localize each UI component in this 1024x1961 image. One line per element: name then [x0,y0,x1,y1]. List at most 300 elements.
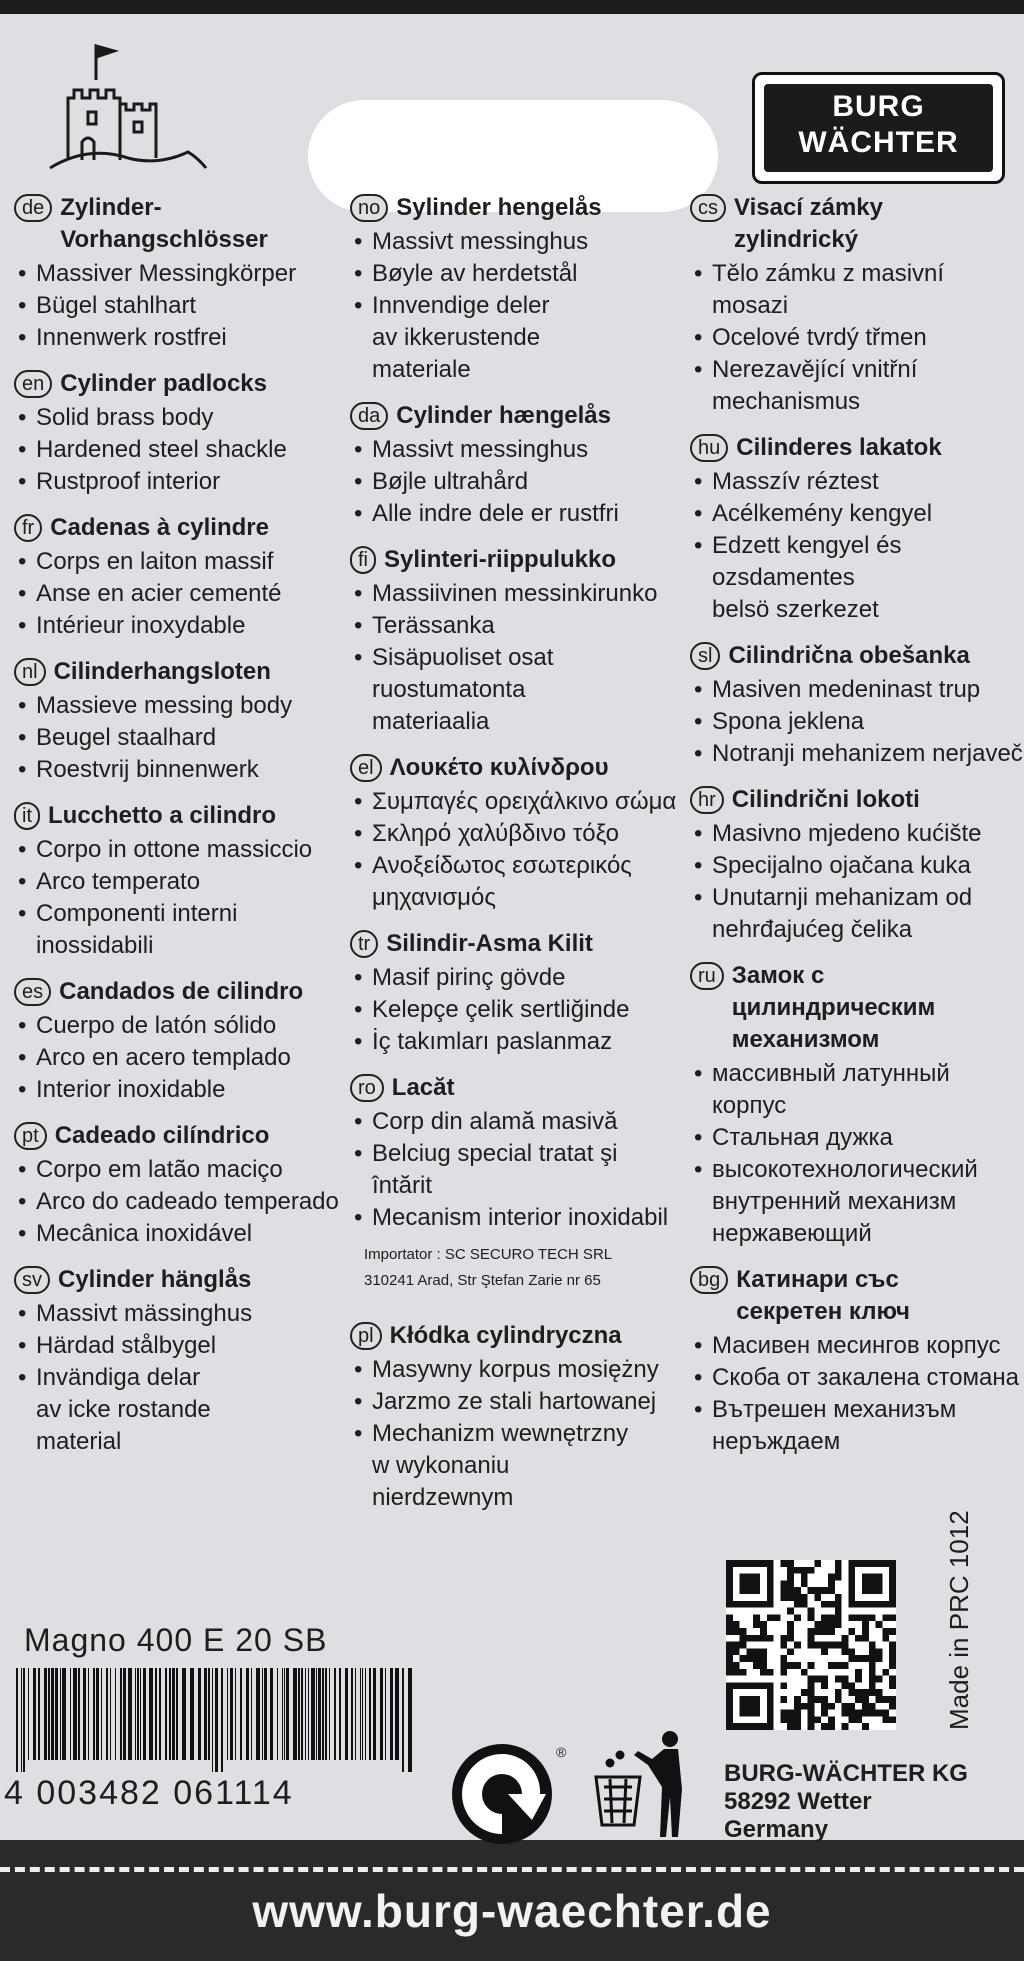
feature-item: • Masiven medeninast trup [690,674,1024,706]
barcode-bar [140,1668,141,1760]
barcode-bar [33,1668,36,1760]
feature-item: • Ανοξείδωτος εσωτερικός μηχανισμός [350,850,690,914]
barcode-bar [48,1668,50,1760]
product-model: Magno 400 E 20 SB [24,1622,328,1658]
qr-module [808,1723,815,1730]
qr-module [753,1655,760,1662]
qr-module [726,1648,733,1655]
feature-item: • Bøjle ultrahård [350,466,690,498]
language-section-it [14,800,344,962]
qr-module [733,1669,740,1676]
qr-module [889,1655,896,1662]
qr-module [848,1628,855,1635]
barcode-bar [373,1668,376,1760]
feature-item: • Terässanka [350,610,690,642]
brand-line-2: WÄCHTER [798,126,959,159]
barcode-bar [308,1668,309,1760]
language-code-badge: nl [14,658,46,686]
section-title: Candados de cilindro [59,978,304,1005]
qr-module [780,1696,787,1703]
language-section-nl [14,656,344,786]
qr-module [882,1710,889,1717]
qr-module [828,1723,835,1730]
barcode [12,1668,422,1772]
qr-finder-core [862,1574,882,1594]
castle-icon [48,40,208,175]
feature-item: • Mecânica inoxidável [14,1218,344,1250]
feature-item: • Masszív réztest [690,466,1024,498]
barcode-bar [73,1668,77,1760]
qr-module [828,1614,835,1621]
qr-module [862,1689,869,1696]
qr-module [876,1621,883,1628]
feature-item: • Edzett kengyel és ozsdamentes belsö szerkezet [690,530,1024,626]
qr-module [889,1662,896,1669]
section-heading [14,800,344,832]
qr-module [787,1662,794,1669]
feature-item: • Invändiga delar av icke rostande material [14,1362,344,1458]
qr-module [821,1601,828,1608]
qr-module [835,1696,842,1703]
qr-module [848,1648,855,1655]
qr-module [767,1669,774,1676]
feature-item: • Massivt mässinghus [14,1298,344,1330]
feature-item: • Innenwerk rostfrei [14,322,344,354]
qr-module [882,1696,889,1703]
qr-module [848,1710,855,1717]
qr-module [814,1676,821,1683]
section-heading [14,368,344,400]
qr-module [869,1676,876,1683]
qr-module [808,1689,815,1696]
qr-module [862,1628,869,1635]
feature-item: • Bügel stahlhart [14,290,344,322]
feature-item: • Beugel staalhard [14,722,344,754]
qr-module [780,1580,787,1587]
section-title: Замок с цилиндрическим механизмом [731,962,936,1053]
qr-module [821,1682,828,1689]
section-heading [14,512,344,544]
qr-module [814,1628,821,1635]
section-heading [350,752,690,784]
section-title: Lucchetto a cilindro [48,802,277,829]
language-section-de [14,192,344,354]
barcode-bar [176,1668,178,1760]
barcode-bar [96,1668,99,1760]
feature-item: • Bøyle av herdetstål [350,258,690,290]
qr-module [801,1703,808,1710]
section-title: Cadeado cilíndrico [54,1122,270,1149]
section-heading [14,1264,344,1296]
feature-item: • Tělo zámku z masivní mosazi [690,258,1024,322]
feature-item: • Unutarnji mehanizam od nehrđajućeg čelika [690,882,1024,946]
qr-module [787,1716,794,1723]
barcode-bar [137,1668,139,1760]
qr-module [740,1628,747,1635]
barcode-bar [51,1668,54,1760]
language-code-badge: ru [690,962,724,990]
barcode-bar [62,1668,66,1760]
barcode-bar [120,1668,122,1760]
barcode-bar [135,1668,136,1760]
barcode-bar [44,1668,47,1760]
qr-module [876,1710,883,1717]
qr-module [848,1655,855,1662]
qr-module [848,1703,855,1710]
barcode-bar [159,1668,161,1760]
qr-finder-core [740,1696,760,1716]
qr-module [794,1662,801,1669]
language-code-badge: es [14,978,51,1006]
feature-item: • Corp din alamă masivă [350,1106,690,1138]
qr-module [740,1669,747,1676]
language-section-ru [690,960,1024,1250]
language-code-badge: no [350,194,388,222]
qr-module [733,1628,740,1635]
qr-module [808,1696,815,1703]
qr-module [821,1587,828,1594]
qr-module [801,1594,808,1601]
barcode-bar [264,1668,267,1760]
qr-module [882,1716,889,1723]
language-code-badge: pt [14,1122,47,1150]
feature-item: • Innvendige deler av ikkerustende materiale [350,290,690,386]
barcode-bar [240,1668,242,1760]
barcode-bar [60,1668,61,1760]
section-title: Silindir-Asma Kilit [386,930,593,957]
language-code-badge: fi [350,546,376,574]
qr-module [821,1676,828,1683]
barcode-bar [106,1668,108,1760]
language-code-badge: de [14,194,52,222]
qr-module [835,1567,842,1574]
feature-item: • Solid brass body [14,402,344,434]
qr-module [889,1682,896,1689]
barcode-bar [334,1668,336,1760]
qr-module [882,1614,889,1621]
barcode-bar [277,1668,278,1760]
language-section-cs [690,192,1024,418]
qr-module [821,1710,828,1717]
barcode-bar [169,1668,171,1760]
language-code-badge: sl [690,642,720,670]
barcode-bar [21,1668,22,1772]
qr-module [780,1635,787,1642]
qr-module [842,1710,849,1717]
qr-module [787,1628,794,1635]
qr-module [882,1628,889,1635]
qr-module [855,1614,862,1621]
section-heading [350,1072,690,1104]
qr-module [787,1648,794,1655]
feature-item: • Hardened steel shackle [14,434,344,466]
qr-module [842,1662,849,1669]
qr-module [760,1648,767,1655]
qr-module [753,1648,760,1655]
qr-module [787,1567,794,1574]
feature-item: • Mecanism interior inoxidabil [350,1202,690,1234]
qr-module [814,1560,821,1567]
feature-item: • Sisäpuoliset osat ruostumatonta materiaalia [350,642,690,738]
language-code-badge: bg [690,1266,728,1294]
qr-module [855,1669,862,1676]
registered-mark: ® [556,1744,567,1760]
feature-item: • Rustproof interior [14,466,344,498]
feature-item: • Masivno mjedeno kućište [690,818,1024,850]
feature-item: • Interior inoxidable [14,1074,344,1106]
qr-module [808,1710,815,1717]
qr-module [855,1716,862,1723]
barcode-bar [305,1668,306,1760]
qr-module [869,1682,876,1689]
qr-module [808,1614,815,1621]
qr-module [882,1669,889,1676]
qr-module [787,1580,794,1587]
feature-item: • Mechanizm wewnętrzny w wykonaniu nierdzewnym [350,1418,690,1514]
qr-module [835,1689,842,1696]
language-code-badge: el [350,754,382,782]
qr-module [821,1621,828,1628]
language-code-badge: hr [690,786,724,814]
qr-module [780,1682,787,1689]
qr-module [801,1574,808,1581]
section-title: Sylinder hengelås [396,194,602,221]
qr-module [862,1710,869,1717]
company-name: BURG-WÄCHTER KG [724,1760,968,1787]
qr-module [889,1716,896,1723]
qr-module [787,1594,794,1601]
feature-item: • Härdad stålbygel [14,1330,344,1362]
barcode-bar [369,1668,371,1760]
barcode-bar [322,1668,324,1760]
qr-module [740,1655,747,1662]
qr-module [848,1689,855,1696]
feature-item: • Roestvrij binnenwerk [14,754,344,786]
qr-module [869,1710,876,1717]
barcode-bar [165,1668,167,1760]
feature-item: • Alle indre dele er rustfri [350,498,690,530]
barcode-bar [360,1668,361,1760]
qr-module [780,1716,787,1723]
barcode-bar [362,1668,363,1760]
qr-module [855,1689,862,1696]
qr-module [780,1669,787,1676]
qr-module [828,1716,835,1723]
feature-item: • Corpo in ottone massiccio [14,834,344,866]
barcode-bar [301,1668,303,1760]
barcode-bar [115,1668,116,1760]
section-heading [350,192,690,224]
feature-item: • Massivt messinghus [350,226,690,258]
feature-item: • Massivt messinghus [350,434,690,466]
qr-module [808,1635,815,1642]
barcode-bar [88,1668,89,1760]
qr-module [794,1567,801,1574]
qr-module [828,1703,835,1710]
qr-module [835,1621,842,1628]
barcode-bar [311,1668,315,1760]
feature-item: • Масивен месингов корпус [690,1330,1024,1362]
qr-module [780,1594,787,1601]
qr-module [855,1696,862,1703]
qr-module [828,1587,835,1594]
language-section-no [350,192,690,386]
qr-module [889,1614,896,1621]
qr-module [814,1642,821,1649]
barcode-bar [215,1668,218,1772]
qr-module [869,1662,876,1669]
qr-module [828,1642,835,1649]
company-country: Germany [724,1816,829,1843]
qr-module [889,1676,896,1683]
qr-module [821,1648,828,1655]
qr-module [780,1642,787,1649]
feature-item: • Masif pirinç gövde [350,962,690,994]
barcode-bar [329,1668,330,1760]
qr-module [869,1614,876,1621]
feature-item: • Cuerpo de latón sólido [14,1010,344,1042]
barcode-bar [230,1668,233,1760]
qr-module [774,1614,781,1621]
barcode-bar [235,1668,236,1760]
feature-item: • высокотехнологический внутренний механизм нержавеющий [690,1154,1024,1250]
qr-module [835,1662,842,1669]
qr-module [760,1628,767,1635]
feature-item: • Belciug special tratat şi întărit [350,1138,690,1202]
qr-finder-core [740,1574,760,1594]
barcode-bar [70,1668,71,1760]
qr-module [842,1635,849,1642]
section-title: Lacăt [391,1074,455,1101]
qr-module [862,1614,869,1621]
qr-module [814,1621,821,1628]
section-heading [690,432,1024,464]
barcode-bar [182,1668,186,1760]
ean-number: 4 003482 061114 [4,1774,294,1812]
company-city: 58292 Wetter [724,1788,872,1815]
section-heading [350,1320,690,1352]
qr-module [787,1574,794,1581]
qr-module [780,1662,787,1669]
qr-module [828,1601,835,1608]
qr-module [848,1682,855,1689]
barcode-bar [23,1668,25,1772]
qr-module [821,1642,828,1649]
qr-module [760,1635,767,1642]
barcode-bar [408,1668,412,1772]
barcode-bar [390,1668,393,1760]
barcode-bar [155,1668,157,1760]
feature-item: • Intérieur inoxydable [14,610,344,642]
qr-module [787,1587,794,1594]
qr-module [801,1601,808,1608]
qr-module [746,1635,753,1642]
qr-module [889,1642,896,1649]
feature-item: • Скоба от закалена стомана [690,1362,1024,1394]
language-section-sv [14,1264,344,1458]
language-section-hu [690,432,1024,626]
barcode-bar [198,1668,201,1760]
barcode-bar [110,1668,111,1760]
qr-module [814,1696,821,1703]
barcode-bar [55,1668,58,1760]
qr-module [760,1655,767,1662]
qr-module [889,1648,896,1655]
qr-module [835,1608,842,1615]
company-address [724,1760,968,1844]
language-section-es [14,976,344,1106]
section-title: Zylinder- Vorhangschlösser [60,194,268,253]
section-heading [350,928,690,960]
barcode-bar [298,1668,300,1760]
qr-module [814,1716,821,1723]
feature-item: • Massiivinen messinkirunko [350,578,690,610]
qr-module [848,1716,855,1723]
section-heading [690,1264,1024,1328]
language-column-2 [350,192,690,1528]
language-code-badge: it [14,802,40,830]
barcode-bar [38,1668,40,1760]
qr-module [869,1648,876,1655]
barcode-bar [380,1668,383,1760]
qr-module [726,1655,733,1662]
language-section-hr [690,784,1024,946]
barcode-bar [246,1668,249,1760]
feature-item: • Specijalno ojačana kuka [690,850,1024,882]
website-url: www.burg-waechter.de [252,1885,772,1937]
barcode-bar [212,1668,213,1772]
section-title: Cilindrični lokoti [731,786,920,813]
waste-bin-icon [590,1725,690,1841]
barcode-bar [28,1668,29,1760]
qr-module [753,1635,760,1642]
language-code-badge: sv [14,1266,50,1294]
qr-module [869,1642,876,1649]
barcode-bar [270,1668,273,1760]
qr-module [808,1642,815,1649]
qr-module [828,1662,835,1669]
barcode-bar [143,1668,146,1760]
qr-module [733,1648,740,1655]
qr-module [835,1601,842,1608]
qr-module [740,1642,747,1649]
qr-module [821,1628,828,1635]
qr-module [808,1628,815,1635]
language-section-sl [690,640,1024,770]
qr-module [835,1676,842,1683]
qr-module [862,1655,869,1662]
barcode-bar [345,1668,348,1760]
qr-module [869,1689,876,1696]
section-heading [14,976,344,1008]
qr-module [726,1628,733,1635]
qr-module [787,1608,794,1615]
qr-module [848,1614,855,1621]
feature-item: • Jarzmo ze stali hartowanej [350,1386,690,1418]
language-section-pl [350,1320,690,1514]
qr-module [828,1628,835,1635]
barcode-bar [293,1668,297,1760]
qr-module [855,1676,862,1683]
qr-module [787,1621,794,1628]
barcode-bar [262,1668,263,1760]
barcode-bar [251,1668,252,1760]
brand-line-1: BURG [832,90,925,123]
qr-module [835,1614,842,1621]
feature-item: • Вътрешен механизъм неръждаем [690,1394,1024,1458]
language-code-badge: pl [350,1322,382,1350]
qr-module [780,1587,787,1594]
